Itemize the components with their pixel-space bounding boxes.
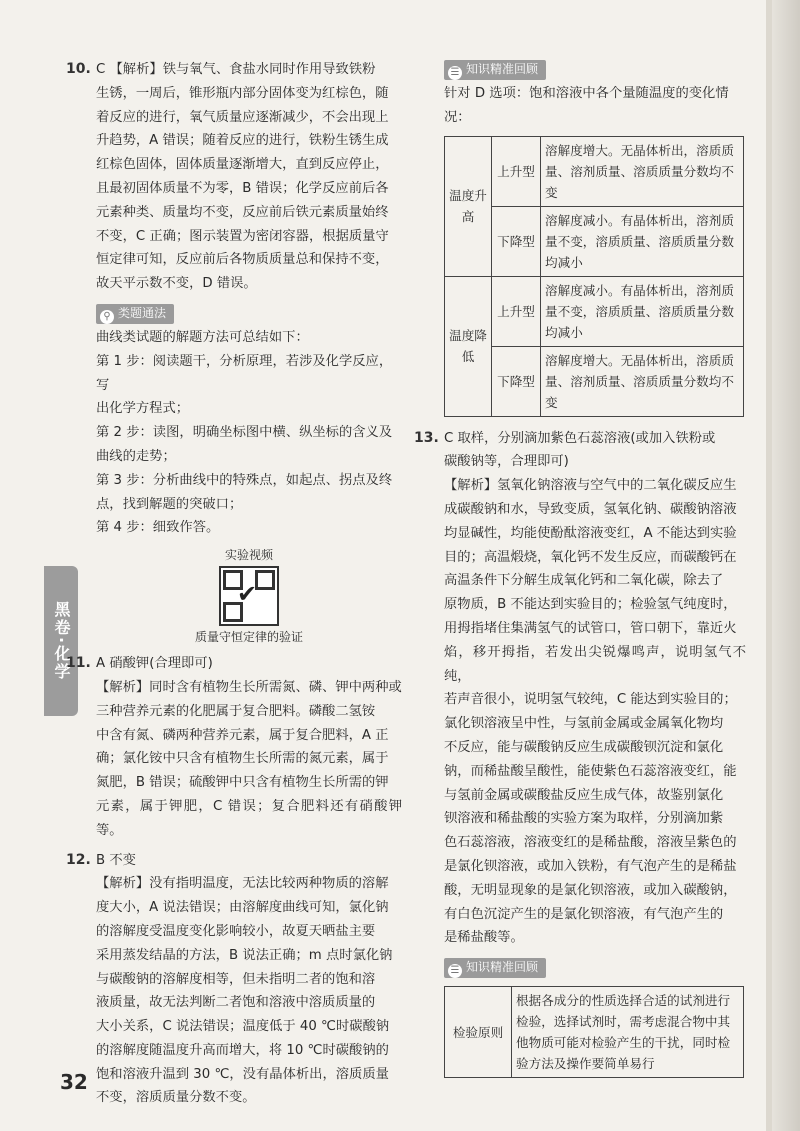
- type-cell: 上升型: [492, 136, 541, 206]
- text-line: 有白色沉淀产生的是氯化钡溶液，有气泡产生的: [444, 906, 724, 922]
- text-line: 三种营养元素的化肥属于复合肥料。磷酸二氢铵: [96, 703, 376, 719]
- answer-line: C 取样，分别滴加紫色石蕊溶液(或加入铁粉或: [444, 430, 716, 446]
- text-line: 大小关系，C 说法错误；温度低于 40 ℃时碳酸钠: [96, 1019, 390, 1035]
- side-tab: 黑卷·化学: [44, 566, 78, 716]
- solubility-table: [444, 136, 744, 417]
- book-icon: ☰: [448, 964, 462, 978]
- desc-cell: 溶解度减小。有晶体析出，溶剂质量不变，溶质质量、溶质质量分数均减小: [541, 206, 744, 276]
- text-line: 是氯化钡溶液，或加入铁粉，有气泡产生的是稀盐: [444, 858, 737, 874]
- text-line: 氯化钡溶液呈中性，与氢前金属或金属氧化物均: [444, 716, 724, 732]
- text-line: 着反应的进行，氧气质量应逐渐减少，不会出现上: [96, 109, 389, 125]
- q11-text: [96, 676, 402, 843]
- principle-text: 根据各成分的性质选择合适的试剂进行检验，选择试剂时，需考虑混合物中其他物质可能对检验产生的干扰，同时检验方法及操作要简单易行: [512, 987, 744, 1078]
- text-line: 第 4 步：细致作答。: [96, 520, 220, 536]
- q12-text: [96, 872, 402, 1110]
- text-line: 确；氯化铵中只含有植物生长所需的氮元素，属于: [96, 751, 389, 767]
- qr-title: 实验视频: [224, 548, 273, 563]
- text-line: C 【解析】铁与氧气、食盐水同时作用导致铁粉: [96, 62, 376, 77]
- text-line: 不变，C 正确；图示装置为密闭容器，根据质量守: [96, 228, 389, 244]
- table-row: [445, 276, 744, 346]
- table-row: [445, 136, 744, 206]
- qr-caption: 质量守恒定律的验证: [194, 630, 303, 645]
- answer: A 硝酸钾(合理即可): [96, 656, 213, 672]
- text-line: 【解析】没有指明温度，无法比较两种物质的溶解: [96, 876, 389, 892]
- q10-text: [96, 58, 402, 296]
- method-badge: ⚲ 类题通法: [96, 304, 174, 324]
- type-cell: 上升型: [492, 276, 541, 346]
- question-13: [414, 427, 746, 951]
- question-10: [66, 58, 402, 296]
- text-line: 不变，溶质质量分数不变。: [96, 1090, 256, 1106]
- text-line: 若声音很小，说明氢气较纯，C 能达到实验目的；: [444, 692, 737, 708]
- answer: B 不变: [96, 852, 136, 868]
- text-line: 曲线的走势；: [96, 448, 176, 464]
- q13-text: [444, 474, 746, 950]
- question-number: 12.: [66, 851, 91, 868]
- group-label: 温度升高: [445, 136, 492, 276]
- text-line: 故天平示数不变，D 错误。: [96, 276, 257, 292]
- right-column: [414, 58, 746, 1088]
- text-line: 色石蕊溶液，溶液变红的是稀盐酸，溶液呈紫色的: [444, 835, 737, 851]
- text-line: 不反应，能与碳酸钠反应生成碳酸钡沉淀和氯化: [444, 739, 724, 755]
- qr-code-icon[interactable]: [219, 566, 279, 626]
- text-line: 目的；高温煅烧，氧化钙不发生反应，而碳酸钙在: [444, 549, 737, 565]
- text-line: 酸，无明显现象的是氯化钡溶液，或加入碳酸钠，: [444, 882, 737, 898]
- text-line: 第 2 步：读图，明确坐标图中横、纵坐标的含义及: [96, 425, 393, 441]
- text-line: 元素，属于钾肥，C 错误；复合肥料还有硝酸钾等。: [96, 798, 402, 838]
- type-cell: 下降型: [492, 346, 541, 416]
- text-line: 红棕色固体，固体质量逐渐增大，直到反应停止，: [96, 157, 389, 173]
- text-line: 均显碱性，均能使酚酞溶液变红，A 不能达到实验: [444, 525, 737, 541]
- review-badge: ☰ 知识精准回顾: [444, 60, 546, 80]
- book-icon: ☰: [448, 66, 462, 80]
- text-line: 恒定律可知，反应前后各物质质量总和保持不变，: [96, 252, 389, 268]
- text-line: 度大小，A 说法错误；由溶解度曲线可知，氯化钠: [96, 900, 389, 916]
- text-line: 钡溶液和稀盐酸的实验方案为取样，分别滴加紫: [444, 811, 724, 827]
- qr-block: [96, 546, 402, 646]
- review-badge-2: ☰ 知识精准回顾: [444, 958, 546, 978]
- magnifier-icon: ⚲: [100, 310, 114, 324]
- question-number: 11.: [66, 655, 91, 672]
- principle-table: [444, 986, 744, 1078]
- text-line: 原物质，B 不能达到实验目的；检验氢气纯度时，: [444, 597, 737, 613]
- text-line: 且最初固体质量不为零，B 错误；化学反应前后各: [96, 180, 389, 196]
- text-line: 氮肥，B 错误；硫酸钾中只含有植物生长所需的钾: [96, 775, 389, 791]
- text-line: 饱和溶液升温到 30 ℃，没有晶体析出，溶质质量: [96, 1066, 389, 1082]
- text-line: 采用蒸发结晶的方法，B 说法正确；m 点时氯化钠: [96, 947, 393, 963]
- text-line: 点，找到解题的突破口；: [96, 496, 243, 512]
- text-line: 出化学方程式；: [96, 401, 190, 417]
- table-row: [445, 987, 744, 1078]
- page-edge: [772, 0, 800, 1131]
- text-line: 的溶解度受温度变化影响较小，故夏天晒盐主要: [96, 923, 376, 939]
- text-line: 第 1 步：阅读题干，分析原理，若涉及化学反应，写: [96, 353, 393, 393]
- text-line: 元素种类、质量均不变，反应前后铁元素质量始终: [96, 204, 389, 220]
- question-number: 10.: [66, 61, 91, 77]
- desc-cell: 溶解度增大。无晶体析出，溶质质量、溶剂质量、溶质质量分数均不变: [541, 346, 744, 416]
- intro-text: 针对 D 选项：饱和溶液中各个量随温度的变化情况：: [444, 86, 729, 125]
- text-line: 曲线类试题的解题方法可总结如下：: [96, 329, 309, 345]
- answer-line: 碳酸钠等，合理即可): [444, 454, 569, 470]
- type-cell: 下降型: [492, 206, 541, 276]
- text-line: 液质量，故无法判断二者饱和溶液中溶质质量的: [96, 995, 376, 1011]
- page-number: 32: [60, 1070, 88, 1094]
- group-label: 温度降低: [445, 276, 492, 416]
- text-line: 是稀盐酸等。: [444, 930, 524, 946]
- principle-label: 检验原则: [445, 987, 512, 1078]
- method-section: [96, 302, 402, 540]
- text-line: 生锈，一周后，锥形瓶内部分固体变为红棕色，随: [96, 85, 389, 101]
- text-line: 【解析】同时含有植物生长所需氮、磷、钾中两种或: [96, 679, 402, 695]
- desc-cell: 溶解度增大。无晶体析出，溶质质量、溶剂质量、溶质质量分数均不变: [541, 136, 744, 206]
- text-line: 【解析】氢氧化钠溶液与空气中的二氧化碳反应生: [444, 478, 737, 494]
- text-line: 第 3 步：分析曲线中的特殊点，如起点、拐点及终: [96, 472, 393, 488]
- text-line: 钠，而稀盐酸呈酸性，能使紫色石蕊溶液变红，能: [444, 763, 737, 779]
- text-line: 高温条件下分解生成氧化钙和二氧化碳，除去了: [444, 573, 724, 589]
- check-icon: ✔: [237, 580, 258, 609]
- text-line: 的溶解度随温度升高而增大，将 10 ℃时碳酸钠的: [96, 1042, 389, 1058]
- text-line: 用拇指堵住集满氢气的试管口，管口朝下，靠近火: [444, 620, 737, 636]
- text-line: 成碳酸钠和水，导致变质，氢氧化钠、碳酸钠溶液: [444, 501, 737, 517]
- question-number: 13.: [414, 429, 439, 446]
- desc-cell: 溶解度减小。有晶体析出，溶剂质量不变，溶质质量、溶质质量分数均减小: [541, 276, 744, 346]
- text-line: 焰，移开拇指，若发出尖锐爆鸣声，说明氢气不纯，: [444, 644, 746, 684]
- text-line: 升趋势，A 错误；随着反应的进行，铁粉生锈生成: [96, 133, 389, 149]
- text-line: 与碳酸钠的溶解度相等，但未指明二者的饱和溶: [96, 971, 376, 987]
- text-line: 与氢前金属或碳酸盐反应生成气体，故鉴别氯化: [444, 787, 724, 803]
- question-11: [66, 652, 402, 842]
- text-line: 中含有氮、磷两种营养元素，属于复合肥料，A 正: [96, 727, 389, 743]
